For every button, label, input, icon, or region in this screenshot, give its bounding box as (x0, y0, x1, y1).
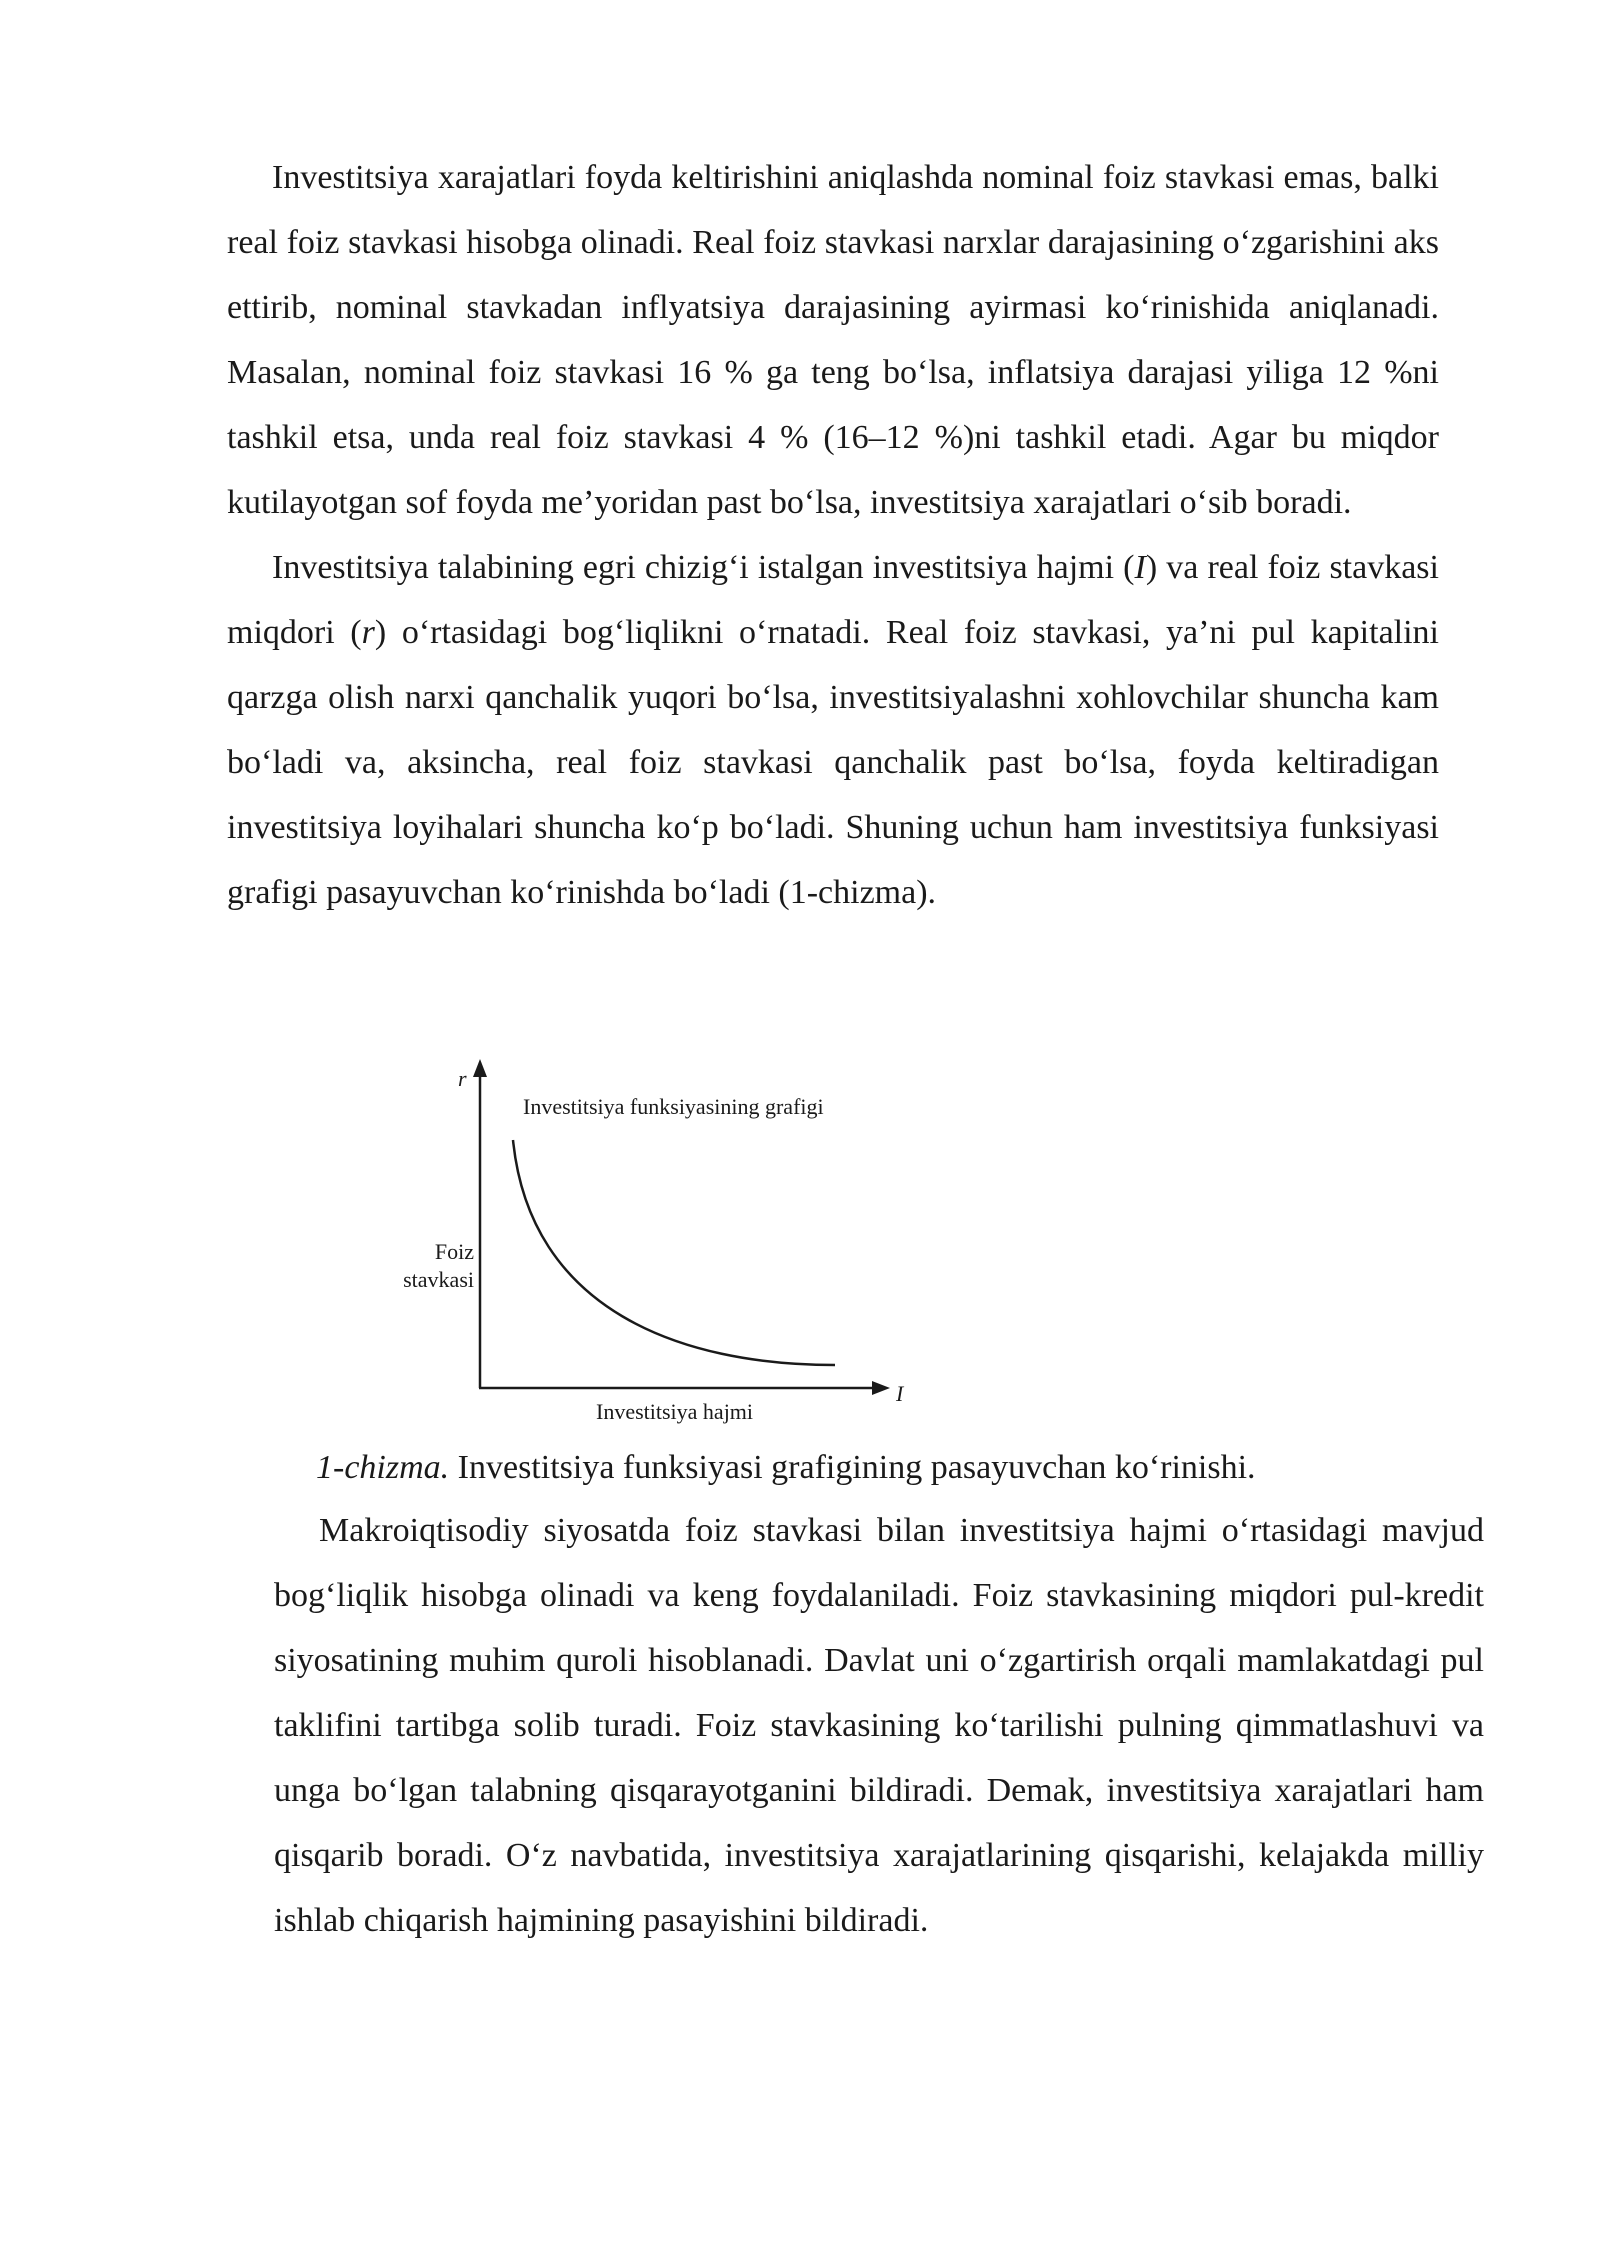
variable-r: r (361, 614, 375, 651)
variable-i: I (1134, 549, 1146, 586)
paragraph-3: Makroiqtisodiy siyosatda foiz stavkasi bilan investitsiya hajmi o‘rtasidagi mavjud bog‘liqlik hisobga olinadi va keng foydalaniladi. Foiz stavkasining miqdori pul-kredit siyosatining muhim quroli hisoblanadi. Davlat uni o‘zgartirish orqali mamlakatdagi pul taklifini tartibga solib turadi. Foiz stavkasining ko‘tarilishi pulning qimmatlashuvi va unga bo‘lgan talabning qisqarayotganini bildiradi. Demak, investitsiya xarajatlari ham qisqarib boradi. O‘z navbatida, investitsiya xarajatlarining qisqarishi, kelajakda milliy ishlab chiqarish hajmining pasayishini bildiradi. (274, 1512, 1484, 1939)
paragraph-2 (227, 535, 1439, 925)
figure-caption (316, 1438, 1256, 1498)
paragraph-2-part-3: ) o‘rtasidagi bog‘liqlikni o‘rnatadi. Real foiz stavkasi, ya’ni pul kapitalini qarzga olish narxi qanchalik yuqori bo‘lsa, investitsiyalashni xohlovchilar shuncha kam bo‘ladi va, aksincha, real foiz stavkasi qanchalik past bo‘lsa, foyda keltiradigan investitsiya loyihalari shuncha ko‘p bo‘ladi. Shuning uchun ham investitsiya funksiyasi grafigi pasayuvchan ko‘rinishda bo‘ladi (1-chizma). (227, 614, 1439, 911)
caption-prefix: 1-chizma. (316, 1449, 450, 1486)
paragraph-2-part-2: ) va real foiz stavkasi miqdori ( (227, 549, 1439, 651)
x-axis-symbol: I (896, 1381, 904, 1406)
text-block-top (227, 145, 1439, 925)
investment-function-figure (380, 1055, 940, 1425)
y-axis-label-line-1: Foiz (434, 1239, 474, 1264)
investment-demand-curve (513, 1140, 835, 1365)
paragraph-2-part-1: Investitsiya talabining egri chizig‘i istalgan investitsiya hajmi ( (272, 549, 1135, 586)
y-axis-label-line-2: stavkasi (403, 1267, 474, 1292)
x-axis-label: Investitsiya hajmi (596, 1399, 754, 1424)
caption-text: Investitsiya funksiyasi grafigining pasayuvchan ko‘rinishi. (449, 1449, 1256, 1486)
paragraph-1: Investitsiya xarajatlari foyda keltirishini aniqlashda nominal foiz stavkasi emas, balki real foiz stavkasi hisobga olinadi. Real foiz stavkasi narxlar darajasining o‘zgarishini aks ettirib, nominal stavkadan inflyatsiya darajasining ayirmasi ko‘rinishida aniqlanadi. Masalan, nominal foiz stavkasi 16 % ga teng bo‘lsa, inflatsiya darajasi yiliga 12 %ni tashkil etsa, unda real foiz stavkasi 4 % (16–12 %)ni tashkil etadi. Agar bu miqdor kutilayotgan sof foyda me’yoridan past bo‘lsa, investitsiya xarajatlari o‘sib boradi. (227, 159, 1439, 521)
curve-label: Investitsiya funksiyasining grafigi (523, 1094, 824, 1119)
y-axis-arrowhead (473, 1059, 487, 1077)
y-axis-symbol: r (458, 1066, 467, 1091)
x-axis-arrowhead (872, 1381, 890, 1395)
text-block-bottom (274, 1498, 1484, 1953)
